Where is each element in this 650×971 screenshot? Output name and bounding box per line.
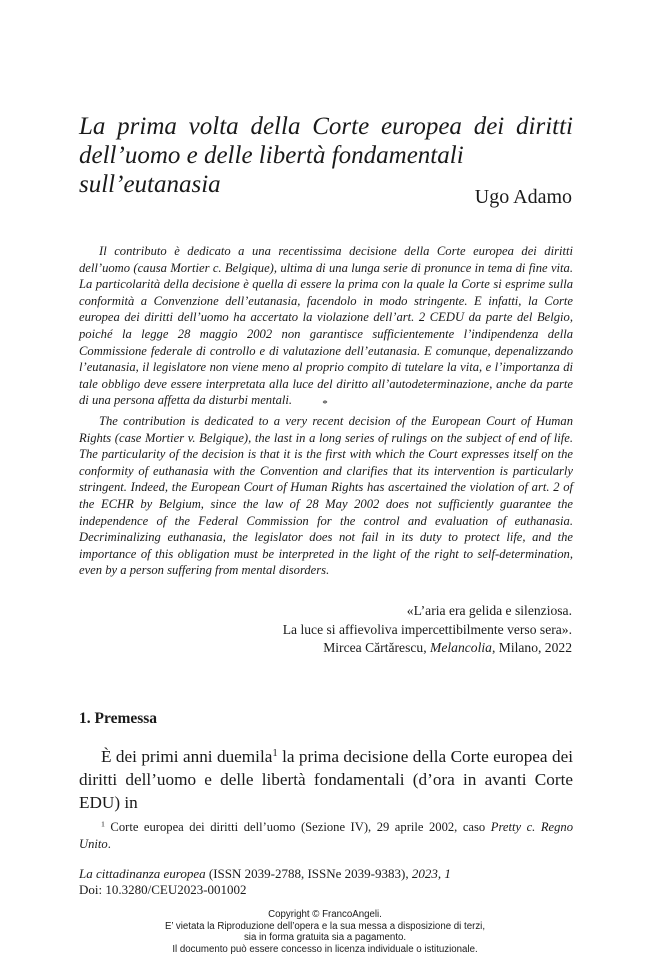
epigraph-work-title: Melancolia (430, 640, 492, 655)
article-title-line-2: dell’uomo e delle libertà fondamentali sull’eutanasia (79, 142, 464, 198)
epigraph-attribution (152, 639, 572, 658)
body-paragraph (79, 745, 573, 814)
epigraph (152, 602, 572, 658)
copyright-line-1: Copyright © FrancoAngeli. (268, 909, 382, 920)
abstract-separator: * (322, 398, 328, 410)
epigraph-line-1: «L’aria era gelida e silenziosa. (406, 603, 572, 618)
journal-issue: 2023, 1 (411, 866, 451, 881)
footnote-reference[interactable]: 1 (272, 748, 278, 760)
footnote-text: Corte europea dei diritti dell’uomo (Sezione IV), 29 aprile 2002, caso (104, 820, 491, 834)
journal-name: La cittadinanza europea (79, 866, 206, 881)
abstract-italian: Il contributo è dedicato a una recentissima decisione della Corte europea dei diritti dell’uomo (causa Mortier c. Belgique), ultima di una lunga serie di pronunce in tema di fine vita. La particolarità della decisione è quella di essere la prima con la quale la Corte si esprime sulla conformità a Convenzione dell’eutanasia, facendolo in modo stringente. E infatti, la Corte europea dei diritti dell’uomo ha accertato la violazione dell’art. 2 CEDU da parte del Belgio, poiché la legge 28 maggio 2002 non garantisce sufficientemente l’indipendenza della Commissione federale di controllo e di valutazione dell’eutanasia. E comunque, depenalizzando l’eutanasia, il legislatore non viene meno al proprio compito di tutelare la vita, e l’importanza di tale obbligo deve essere interpretata alla luce del diritto all’autodeterminazione, anche da parte di una persona affetta da disturbi mentali. (79, 244, 573, 408)
journal-info (79, 866, 451, 898)
epigraph-line-2: La luce si affievoliva impercettibilmente verso sera». (282, 621, 572, 637)
abstract-english: The contribution is dedicated to a very recent decision of the European Court of Human Rights (case Mortier v. Belgique), the last in a long series of rulings on the subject of end of life. The particularity of the decision is that it is the first with which the Court expresses itself on the conformity of euthanasia with the Convention and clarifies that its intervention is particularly stringent. Indeed, the European Court of Human Rights has ascertained the violation of art. 2 of the ECHR by Belgium, since the law of 28 May 2002 does not sufficiently guarantee the independence of the Federal Commission for the control and evaluation of euthanasia. Decriminalizing euthanasia, the legislator does not fail in its duty to protect life, and the importance of this obligation must be interpreted in the light of the right to self-determination, even by a person suffering from mental disorders. (79, 414, 573, 578)
copyright-notice (0, 909, 650, 956)
epigraph-author: Mircea Cărtărescu, (323, 640, 427, 655)
copyright-line-2: E’ vietata la Riproduzione dell’opera e la sua messa a disposizione di terzi, (164, 920, 486, 932)
copyright-line-4: Il documento può essere concesso in licenza individuale o istituzionale. (172, 944, 478, 956)
section-heading: 1. Premessa (79, 710, 158, 727)
footnote-case-name: Pretty c. Regno Unito (79, 820, 573, 851)
article-title-line-1: La prima volta della Corte europea dei diritti (79, 113, 573, 140)
article-author: Ugo Adamo (474, 186, 572, 208)
copyright-line-3: sia in forma gratuita sia a pagamento. (243, 932, 407, 944)
journal-issn: (ISSN 2039-2788, ISSNe 2039-9383), (205, 866, 412, 881)
epigraph-publication: , Milano, 2022 (491, 640, 572, 655)
journal-citation (79, 866, 451, 882)
footnote-text-end: . (107, 837, 111, 851)
footnote (79, 819, 573, 853)
footnote-number: 1 (101, 819, 105, 829)
body-text-continued: la prima decisione della Corte europea dei diritti dell’uomo e delle libertà fondamentali (d’ora in avanti Corte EDU) in (79, 747, 573, 812)
journal-doi: Doi: 10.3280/CEU2023-001002 (79, 882, 247, 897)
body-text-start: È dei primi anni duemila (101, 747, 273, 766)
